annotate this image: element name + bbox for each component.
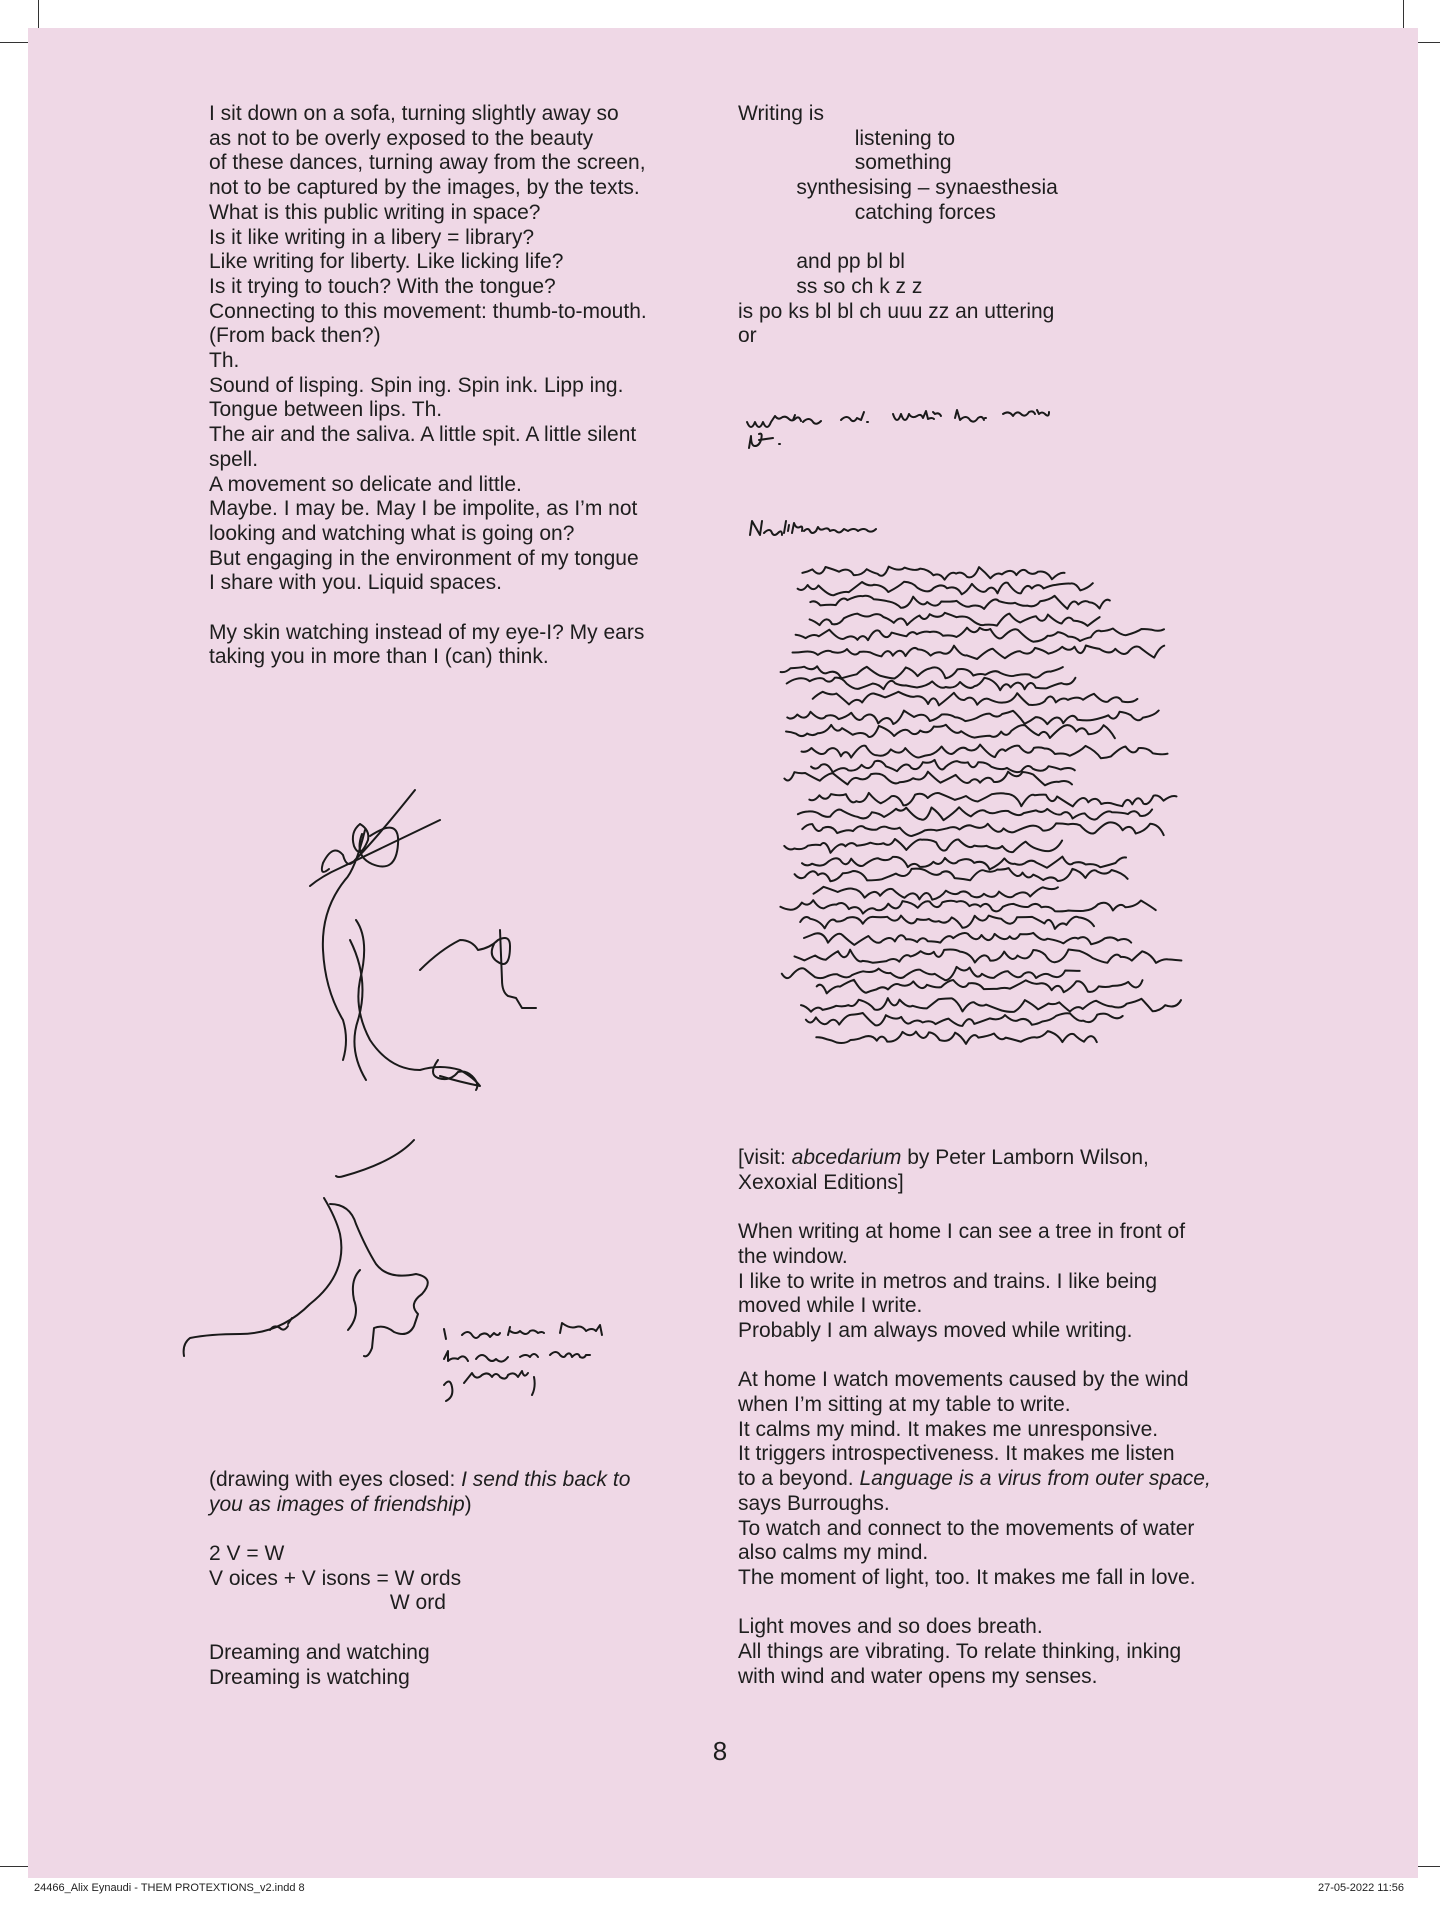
paragraph-wind [738,1368,1211,1467]
dreaming-line: Dreaming and watching [209,1641,430,1664]
scribble-line [806,1013,1123,1026]
scribble-line [802,822,1163,836]
text-line: What is this public writing in space? [209,200,541,224]
caption-suffix: ) [464,1492,472,1516]
slug-date: 27-05-2022 11:56 [1317,1882,1404,1894]
text-line: the window. [738,1244,848,1268]
text-line: At home I watch movements caused by the wind [738,1368,1189,1392]
caption-italic-line1: I send this back to [461,1468,631,1491]
scribble-line [787,678,1076,691]
text-line: says Burroughs. [738,1491,890,1515]
scribble-line [786,725,1115,738]
text-line: (From back then?) [209,324,381,348]
text-line: taking you in more than I (can) think. [209,645,549,669]
caption-italic-line2: you as images of friendship [209,1492,465,1516]
text-line: Like writing for liberty. Like licking life? [209,250,564,274]
left-column-text [209,102,689,670]
poem-line [738,226,1238,251]
scribble-line [810,613,1100,626]
scribble-line [798,582,1093,596]
scribble-line [795,868,1128,881]
text-line: as not to be overly exposed to the beauty [209,126,594,150]
handwritten-drawing-note [438,1325,698,1405]
text-line: Connecting to this movement: thumb-to-mouth. [209,299,647,323]
handwritten-what-is-art [745,400,1125,470]
crop-mark [0,1866,28,1867]
poem-line: is po ks bl bl ch uuu zz an uttering [738,299,1055,323]
scribble-line [813,692,1138,706]
scribble-line [810,596,1110,609]
scribble-line [782,967,1080,980]
scribble-line [787,711,1158,725]
scribble-line [802,567,1064,580]
text-line: I like to write in metros and trains. I like being [738,1269,1158,1293]
scribble-line [816,1031,1097,1044]
poem-line: something [738,151,952,175]
slug-filename: 24466_Alix Eynaudi - THEM PROTEXTIONS_v2.indd 8 [34,1882,305,1894]
text-line: of these dances, turning away from the screen, [209,151,646,175]
visit-rest: by Peter Lamborn Wilson, [901,1146,1149,1169]
equation-line: V oices + V isons = W ords [209,1566,462,1590]
text-line: I share with you. Liquid spaces. [209,571,502,595]
text-line: not to be captured by the images, by the texts. [209,176,640,200]
crop-mark [0,42,28,43]
text-line: When writing at home I can see a tree in front of [738,1220,1186,1244]
poem-line: and pp bl bl [738,250,905,274]
handwritten-neoliberalism [748,515,908,545]
text-line: All things are vibrating. To relate thinking, inking [738,1640,1182,1664]
scribble-line [800,916,1094,929]
equation-line: W ord [209,1591,446,1615]
crop-mark [38,0,39,28]
right-column-poem [738,102,1238,349]
text-line: spell. [209,447,259,471]
crop-mark [1403,0,1404,28]
text-line: looking and watching what is going on? [209,521,575,545]
text-line: also calms my mind. [738,1541,929,1565]
drawing-caption [209,1468,630,1517]
text-line: It triggers introspectiveness. It makes me listen [738,1442,1175,1466]
text-line: To watch and connect to the movements of water [738,1516,1195,1540]
beyond-prefix: to a beyond. [738,1467,860,1491]
visit-title: abcedarium [791,1146,902,1169]
text-line: A movement so delicate and little. [209,472,522,496]
text-line: The air and the saliva. A little spit. A little silent [209,423,637,447]
text-line: Is it like writing in a libery = library? [209,225,535,249]
text-line: Maybe. I may be. May I be impolite, as I’m not [209,497,638,521]
text-line: I sit down on a sofa, turning slightly away so [209,102,619,125]
visit-prefix: [visit: [738,1146,792,1169]
figure-drawing [190,780,710,1420]
dreaming-block [209,1641,430,1690]
caption-prefix: (drawing with eyes closed: [209,1468,462,1491]
scribble-line [817,980,1143,994]
visit-line2: Xexoxial Editions] [738,1170,904,1194]
text-line: when I’m sitting at my table to write. [738,1393,1071,1416]
scribble-line [802,745,1168,759]
scribble-line [784,839,1062,853]
text-line: Sound of lisping. Spin ing. Spin ink. Lipp ing. [209,373,624,397]
poem-line: synthesising – synaesthesia [738,176,1058,200]
scribble-line [784,772,1072,786]
scribble-line [814,887,1058,900]
scribble-line [802,857,1126,870]
poem-line: Writing is [738,102,824,125]
paragraph-water [738,1492,1211,1591]
scribble-line [798,807,1152,820]
text-line: It calms my mind. It makes me unresponsive. [738,1417,1159,1441]
poem-line: or [738,324,757,348]
scribble-line [809,793,1176,807]
scribble-lines-drawing [760,560,1200,1080]
equations-block [209,1542,461,1616]
poem-line: catching forces [738,200,996,224]
scribble-line [811,760,1075,772]
right-column-prose [738,1146,1211,1689]
paragraph-writing-home [738,1220,1211,1344]
text-line: with wind and water opens my senses. [738,1664,1098,1688]
dreaming-line: Dreaming is watching [209,1665,410,1689]
equation-line: 2 V = W [209,1542,285,1565]
scribble-line [801,998,1181,1012]
scribble-line [793,646,1165,660]
text-line [209,596,689,621]
poem-line: listening to [738,126,956,150]
poem-line: ss so ch k z z [738,274,923,298]
burroughs-quote: Language is a virus from outer space, [859,1467,1211,1491]
text-line: Light moves and so does breath. [738,1615,1043,1639]
text-line: Tongue between lips. Th. [209,398,443,422]
text-line: But engaging in the environment of my tongue [209,546,639,570]
text-line: moved while I write. [738,1294,923,1318]
text-line: Probably I am always moved while writing. [738,1318,1133,1342]
text-line: Th. [209,349,240,373]
text-line: My skin watching instead of my eye-I? My ears [209,620,645,644]
scribble-line [781,666,1063,678]
paragraph-light [738,1615,1211,1689]
text-line: Is it trying to touch? With the tongue? [209,274,556,298]
scribble-line [780,900,1155,913]
scribble-line [795,950,1182,963]
scribble-line [804,933,1131,945]
scribble-line [796,628,1164,642]
page-number: 8 [712,1736,728,1766]
text-line: The moment of light, too. It makes me fall in love. [738,1565,1196,1589]
